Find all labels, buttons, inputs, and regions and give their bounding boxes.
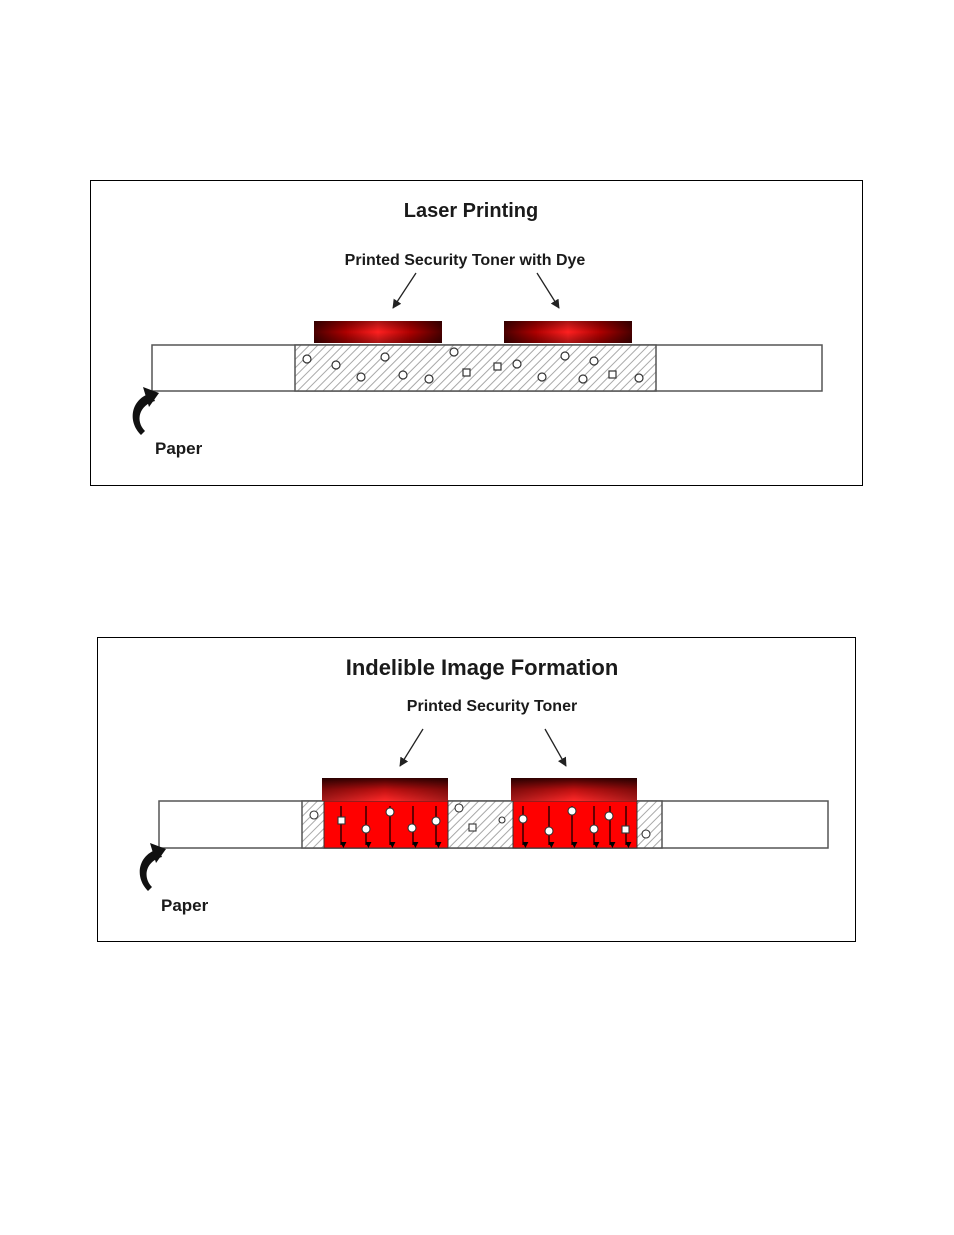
paper-strip (159, 801, 828, 848)
toner-block-right (504, 321, 632, 343)
indelible-image-diagram (98, 638, 857, 943)
toner-arrow-right (537, 273, 559, 308)
paper-label: Paper (155, 439, 203, 458)
indelible-image-figure (97, 637, 856, 942)
paper-strip (152, 345, 822, 391)
paper-curl-arrow-icon (133, 387, 159, 435)
toner-block-left (322, 778, 448, 801)
figure-title: Laser Printing (403, 200, 539, 222)
toner-arrow-right (545, 729, 566, 766)
toner-block-right (511, 778, 637, 801)
paper-label: Paper (161, 896, 209, 915)
toner-arrow-left (400, 729, 423, 766)
laser-printing-figure (90, 180, 863, 486)
laser-printing-diagram (91, 181, 864, 487)
figure-title: Indelible Image Formation (345, 655, 619, 680)
toner-block-left (314, 321, 442, 343)
paper-curl-arrow-icon (140, 843, 166, 891)
toner-label: Printed Security Toner with Dye (344, 252, 586, 269)
toner-arrow-left (393, 273, 416, 308)
toner-label: Printed Security Toner (406, 698, 578, 715)
